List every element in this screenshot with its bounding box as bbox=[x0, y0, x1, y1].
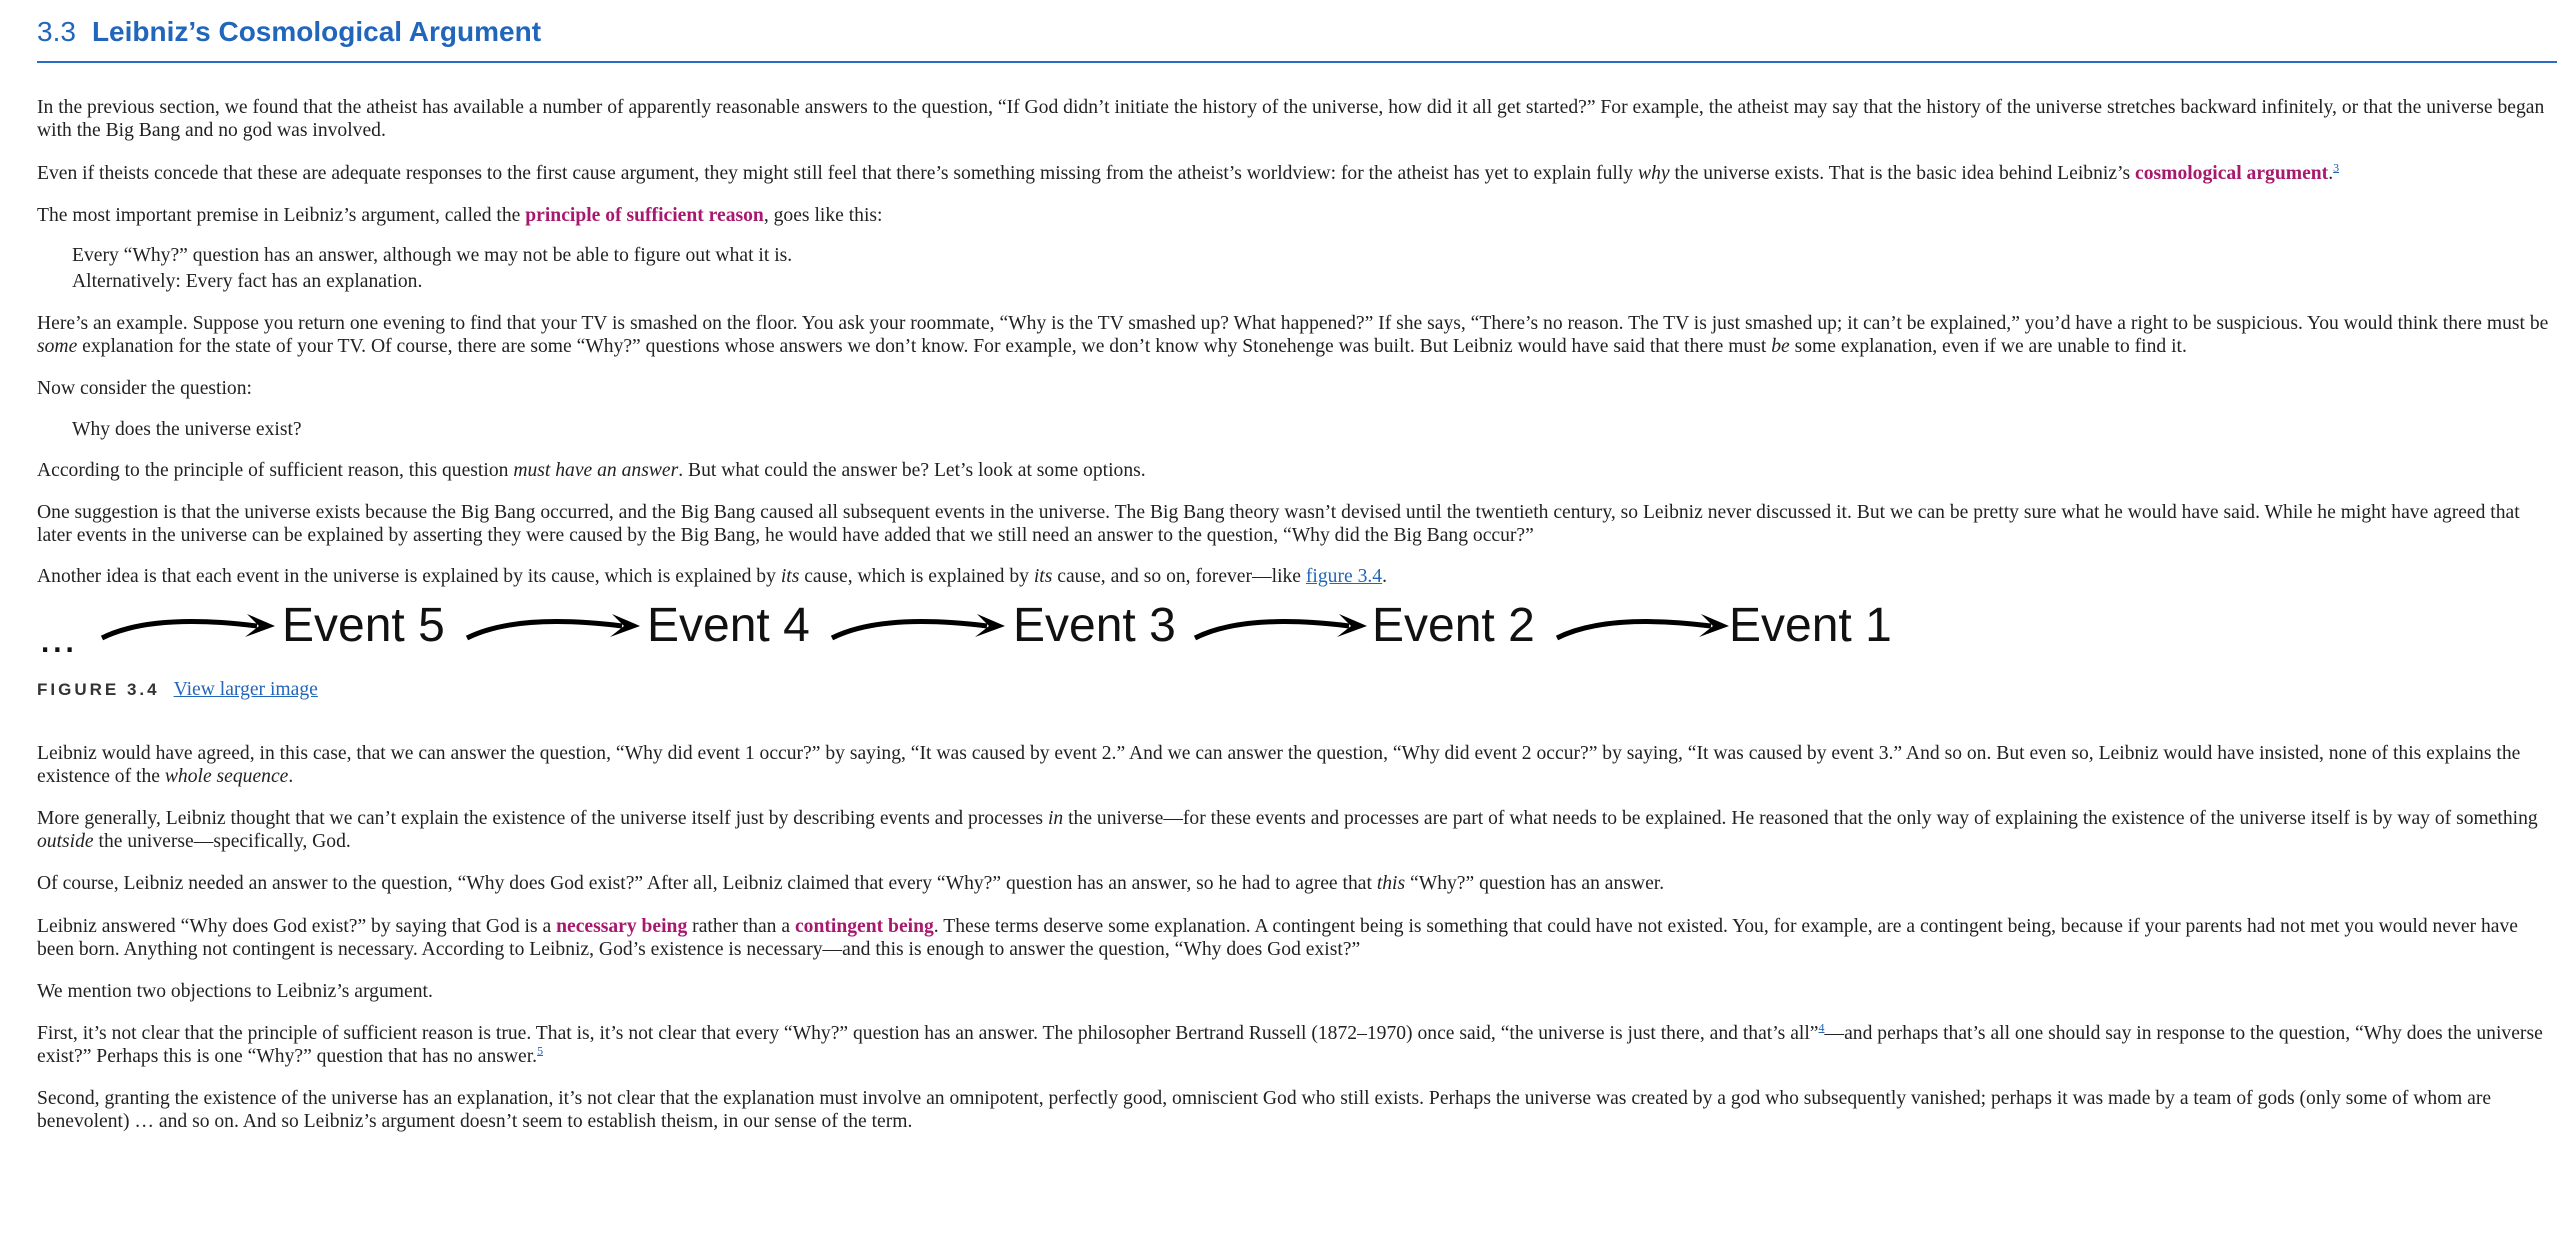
text-run: rather than a bbox=[687, 916, 795, 937]
text-run: Even if theists concede that these are adequate responses to the first cause argument, they might still feel that there’s something missing from the atheist’s worldview: for the atheist has yet to explain fully bbox=[37, 163, 1639, 184]
text-run: the universe exists. That is the basic idea behind Leibniz’s bbox=[1669, 163, 2135, 184]
paragraph-3 bbox=[37, 204, 2557, 227]
text-run: the universe—specifically, God. bbox=[93, 831, 351, 852]
event-2-label: Event 2 bbox=[1372, 599, 1535, 652]
section-heading bbox=[37, 15, 2557, 63]
arrow-icon bbox=[467, 622, 622, 638]
emphasis: be bbox=[1771, 336, 1790, 357]
view-larger-image-link[interactable]: View larger image bbox=[173, 679, 318, 700]
arrow-icon bbox=[1557, 622, 1711, 638]
text-run: —and perhaps that’s all one should say in response to the question, “Why does the universe exist?” Perhaps this is one “Why?” question that has no answer. bbox=[37, 1023, 2543, 1067]
figure-caption bbox=[37, 678, 2557, 702]
text-run: . bbox=[288, 766, 294, 787]
block-quote-1: Every “Why?” question has an answer, although we may not be able to figure out what it is. bbox=[72, 245, 793, 266]
footnote-link-4[interactable]: 4 bbox=[1818, 1020, 1825, 1035]
emphasis: must have an answer bbox=[513, 460, 679, 481]
paragraph-11 bbox=[37, 872, 2557, 895]
paragraph-6 bbox=[37, 459, 2557, 482]
figure-3-4-link[interactable]: figure 3.4 bbox=[1305, 566, 1383, 587]
event-1-label: Event 1 bbox=[1729, 599, 1892, 652]
section-title: Leibniz’s Cosmological Argument bbox=[91, 16, 542, 47]
event-4-label: Event 4 bbox=[647, 599, 810, 652]
text-run: According to the principle of sufficient reason, this question bbox=[37, 460, 514, 481]
text-run: Another idea is that each event in the universe is explained by its cause, which is explained by bbox=[37, 566, 781, 587]
key-term-principle-of-sufficient-reason: principle of sufficient reason bbox=[525, 205, 764, 226]
paragraph-9 bbox=[37, 742, 2557, 788]
key-term-necessary-being: necessary being bbox=[556, 916, 688, 937]
text-run: some explanation, even if we are unable to find it. bbox=[1789, 336, 2187, 357]
text-run: “Why?” question has an answer. bbox=[1405, 873, 1665, 894]
paragraph-15: Second, granting the existence of the universe has an explanation, it’s not clear that the explanation must involve an omnipotent, perfectly good, omniscient God who still exists. Perhaps the universe was created by a god who subsequently vanished; perhaps it was made by a team of gods (only some of whom are benevolent) … and so on. And so Leibniz’s argument doesn’t seem to establish theism, in our sense of the term. bbox=[37, 1088, 2492, 1132]
text-run: the universe—for these events and processes are part of what needs to be explained. He reasoned that the only way of explaining the existence of the universe itself is by way of something bbox=[1063, 808, 2538, 829]
event-chain-diagram bbox=[37, 588, 1937, 678]
event-3-label: Event 3 bbox=[1013, 599, 1176, 652]
paragraph-12 bbox=[37, 915, 2557, 961]
paragraph-13: We mention two objections to Leibniz’s argument. bbox=[37, 981, 433, 1002]
paragraph-1: In the previous section, we found that the atheist has available a number of apparently reasonable answers to the question, “If God didn’t initiate the history of the universe, how did it all get started?” For example, the atheist may say that the history of the universe stretches backward infinitely, or that the universe began with the Big Bang and no god was involved. bbox=[37, 97, 2545, 141]
text-run: . But what could the answer be? Let’s look at some options. bbox=[678, 460, 1146, 481]
event-5-label: Event 5 bbox=[282, 599, 445, 652]
text-run: Leibniz would have agreed, in this case, that we can answer the question, “Why did event 1 occur?” by saying, “It was caused by event 2.” And we can answer the question, “Why did event 2 occur?” by saying, “It was caused by event 3.” And so on. But even so, Leibniz would have insisted, none of this explains the existence of the bbox=[37, 743, 2521, 787]
section-body bbox=[37, 96, 2557, 1133]
footnote-link-3[interactable]: 3 bbox=[2333, 160, 2340, 175]
paragraph-4 bbox=[37, 312, 2557, 358]
text-run: cause, and so on, forever—like bbox=[1052, 566, 1306, 587]
emphasis: this bbox=[1376, 873, 1406, 894]
arrow-icon bbox=[832, 622, 987, 638]
text-run: . bbox=[2328, 163, 2334, 184]
text-run: First, it’s not clear that the principle of sufficient reason is true. That is, it’s not clear that every “Why?” question has an answer. The philosopher Bertrand Russell (1872–1970) once said, “the universe is just there, and that’s all” bbox=[37, 1023, 1819, 1044]
emphasis: its bbox=[780, 566, 800, 587]
text-run: , goes like this: bbox=[763, 205, 883, 226]
paragraph-2 bbox=[37, 162, 2557, 185]
paragraph-14 bbox=[37, 1022, 2557, 1068]
text-run: More generally, Leibniz thought that we can’t explain the existence of the universe itself just by describing events and processes bbox=[37, 808, 1048, 829]
paragraph-7: One suggestion is that the universe exists because the Big Bang occurred, and the Big Bang caused all subsequent events in the universe. The Big Bang theory wasn’t devised until the twentieth century, so Leibniz never discussed it. But we can be pretty sure what he would have said. While he might have agreed that later events in the universe can be explained by asserting they were caused by the Big Bang, he would have added that we still need an answer to the question, “Why did the Big Bang occur?” bbox=[37, 502, 2520, 546]
text-run: Leibniz answered “Why does God exist?” by saying that God is a bbox=[37, 916, 557, 937]
text-run: Here’s an example. Suppose you return one evening to find that your TV is smashed on the floor. You ask your roommate, “Why is the TV smashed up? What happened?” If she says, “There’s no reason. The TV is just smashed up; it can’t be explained,” you’d have a right to be suspicious. You would think there must be bbox=[37, 313, 2549, 334]
text-run: cause, which is explained by bbox=[799, 566, 1034, 587]
text-run: The most important premise in Leibniz’s argument, called the bbox=[37, 205, 526, 226]
emphasis: outside bbox=[37, 831, 94, 852]
footnote-link-5[interactable]: 5 bbox=[537, 1043, 544, 1058]
arrow-icon bbox=[102, 622, 257, 638]
section-number: 3.3 bbox=[37, 16, 76, 47]
emphasis: its bbox=[1033, 566, 1053, 587]
figure-3-4 bbox=[37, 588, 2557, 678]
key-term-contingent-being: contingent being bbox=[794, 916, 934, 937]
text-run: . bbox=[1382, 566, 1387, 587]
text-run: . These terms deserve some explanation. A contingent being is something that could have not existed. You, for example, are a contingent being, because if your parents had not met you would never have been born. Anything not contingent is necessary. According to Leibniz, God’s existence is necessary—and this is enough to answer the question, “Why does God exist?” bbox=[37, 916, 2518, 960]
text-run: explanation for the state of your TV. Of course, there are some “Why?” questions whose answers we don’t know. For example, we don’t know why Stonehenge was built. But Leibniz would have said that there must bbox=[77, 336, 1772, 357]
paragraph-8 bbox=[37, 565, 2557, 588]
reading-page bbox=[37, 0, 2557, 1133]
arrow-icon bbox=[1195, 622, 1349, 638]
ellipsis-text: ... bbox=[39, 613, 76, 662]
paragraph-5: Now consider the question: bbox=[37, 378, 252, 399]
paragraph-10 bbox=[37, 807, 2557, 853]
emphasis: in bbox=[1047, 808, 1064, 829]
figure-label: FIGURE 3.4 bbox=[37, 680, 160, 699]
emphasis: whole sequence bbox=[164, 766, 289, 787]
key-term-cosmological-argument: cosmological argument bbox=[2135, 163, 2329, 184]
block-quote-3: Why does the universe exist? bbox=[72, 419, 302, 440]
text-run: Of course, Leibniz needed an answer to the question, “Why does God exist?” After all, Leibniz claimed that every “Why?” question has an answer, so he had to agree that bbox=[37, 873, 1377, 894]
emphasis: some bbox=[37, 336, 78, 357]
emphasis: why bbox=[1638, 163, 1670, 184]
block-quote-2: Alternatively: Every fact has an explanation. bbox=[72, 271, 423, 292]
